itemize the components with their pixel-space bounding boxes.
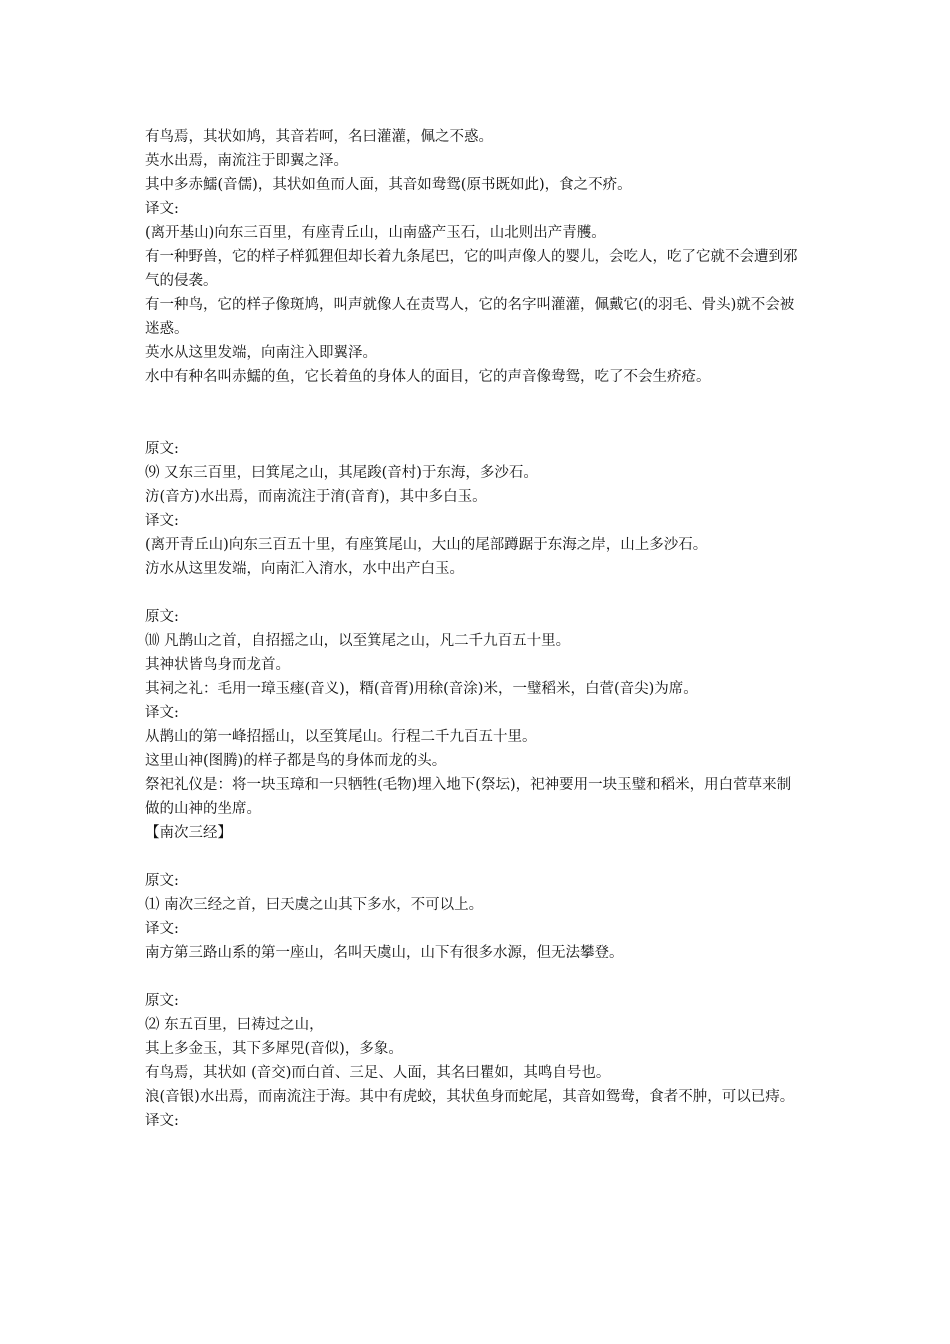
text-line: 水中有种名叫赤鱬的鱼，它长着鱼的身体人的面目，它的声音像鸯鸳，吃了不会生疥疮。 bbox=[145, 369, 711, 385]
text-line: 其上多金玉，其下多犀兕(音似)，多象。 bbox=[145, 1041, 403, 1057]
text-line: 浪(音银)水出焉，而南流注于海。其中有虎蛟，其状鱼身而蛇尾，其音如鸳鸯，食者不肿，可以已痔。 bbox=[145, 1089, 795, 1105]
original-heading: 原文: bbox=[145, 873, 179, 889]
text-line: 其中多赤鱬(音儒)，其状如鱼而人面，其音如鸯鸳(原书既如此)，食之不疥。 bbox=[145, 177, 632, 193]
text-line: 有鸟焉，其状如 (音交)而白首、三足、人面，其名曰瞿如，其鸣自号也。 bbox=[145, 1065, 611, 1081]
text-line: 其祠之礼：毛用一璋玉瘗(音义)，糈(音胥)用稌(音涂)米，一璧稻米，白菅(音尖)为席。 bbox=[145, 681, 698, 697]
text-line: 有一种野兽，它的样子样狐狸但却长着九条尾巴，它的叫声像人的婴儿，会吃人，吃了它就不会遭到邪气的侵袭。 bbox=[145, 249, 798, 289]
text-line: ⑴ 南次三经之首，曰天虞之山其下多水，不可以上。 bbox=[145, 897, 484, 913]
translation-heading: 译文: bbox=[145, 1113, 179, 1129]
text-line: 南方第三路山系的第一座山，名叫天虞山，山下有很多水源，但无法攀登。 bbox=[145, 945, 624, 961]
text-line: 这里山神(图腾)的样子都是鸟的身体而龙的头。 bbox=[145, 753, 447, 769]
document-body bbox=[145, 125, 805, 1133]
text-line: 汸(音方)水出焉，而南流注于淯(音育)，其中多白玉。 bbox=[145, 489, 487, 505]
original-heading: 原文: bbox=[145, 441, 179, 457]
translation-heading: 译文: bbox=[145, 201, 179, 217]
translation-heading: 译文: bbox=[145, 921, 179, 937]
text-line: (离开基山)向东三百里，有座青丘山，山南盛产玉石，山北则出产青雘。 bbox=[145, 225, 606, 241]
text-line: ⑵ 东五百里，曰祷过之山， bbox=[145, 1017, 324, 1033]
translation-heading: 译文: bbox=[145, 513, 179, 529]
text-line: (离开青丘山)向东三百五十里，有座箕尾山，大山的尾部蹲踞于东海之岸，山上多沙石。 bbox=[145, 537, 708, 553]
text-line: 汸水从这里发端，向南汇入淯水，水中出产白玉。 bbox=[145, 561, 464, 577]
section-spacer bbox=[145, 845, 805, 869]
text-line: 英水出焉，南流注于即翼之泽。 bbox=[145, 153, 348, 169]
text-line: 其神状皆鸟身而龙首。 bbox=[145, 657, 290, 673]
text-line: 有鸟焉，其状如鸠，其音若呵，名曰灌灌，佩之不惑。 bbox=[145, 129, 493, 145]
text-line: 祭祀礼仪是：将一块玉璋和一只牺牲(毛物)埋入地下(祭坛)，祀神要用一块玉璧和稻米，用白菅草来制做的山神的坐席。 bbox=[145, 777, 792, 817]
section-spacer bbox=[145, 389, 805, 437]
text-line: 从鹊山的第一峰招摇山，以至箕尾山。行程二千九百五十里。 bbox=[145, 729, 537, 745]
text-line: 英水从这里发端，向南注入即翼泽。 bbox=[145, 345, 377, 361]
translation-heading: 译文: bbox=[145, 705, 179, 721]
original-heading: 原文: bbox=[145, 993, 179, 1009]
text-line: ⑽ 凡鹊山之首，自招摇之山，以至箕尾之山，凡二千九百五十里。 bbox=[145, 633, 571, 649]
section-spacer bbox=[145, 581, 805, 605]
text-line: ⑼ 又东三百里，曰箕尾之山，其尾踆(音村)于东海，多沙石。 bbox=[145, 465, 538, 481]
original-heading: 原文: bbox=[145, 609, 179, 625]
chapter-heading: 【南次三经】 bbox=[145, 825, 232, 841]
section-spacer bbox=[145, 965, 805, 989]
text-line: 有一种鸟，它的样子像斑鸠，叫声就像人在责骂人，它的名字叫灌灌，佩戴它(的羽毛、骨头)就不会被迷惑。 bbox=[145, 297, 795, 337]
